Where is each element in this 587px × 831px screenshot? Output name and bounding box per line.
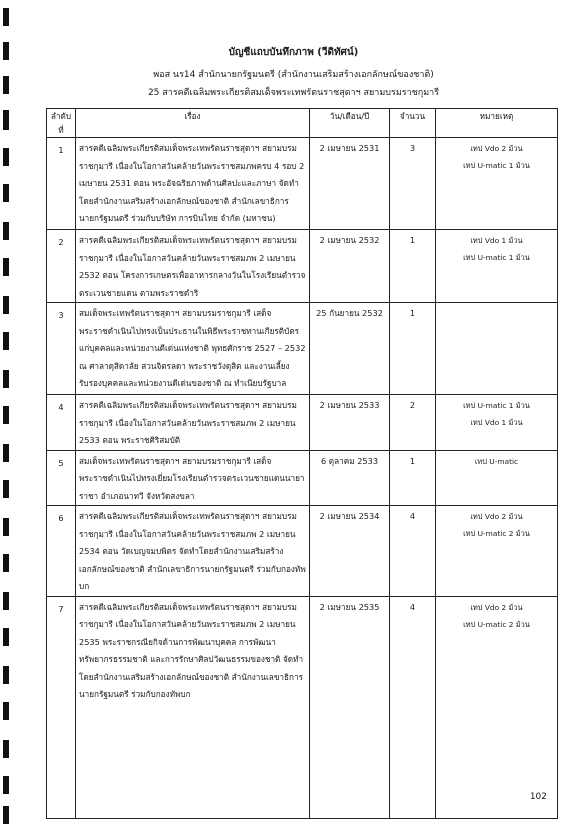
binder-mark: [3, 740, 9, 758]
column-header-subject: เรื่อง: [76, 109, 310, 138]
remark-line: เทป U-matic 1 ม้วน: [463, 253, 530, 262]
row-remarks: [436, 450, 558, 506]
row-remarks: [436, 506, 558, 597]
binder-mark: [3, 702, 9, 720]
remark-line: เทป Vdo 1 ม้วน: [470, 236, 523, 245]
remark-line: เทป Vdo 2 ม้วน: [470, 144, 523, 153]
remark-line: เทป U-matic 2 ม้วน: [463, 619, 530, 629]
table-row: [47, 596, 558, 818]
binder-mark: [3, 148, 9, 166]
binder-mark: [3, 406, 9, 424]
row-quantity: 4: [390, 596, 436, 818]
row-date: 2 เมษายน 2533: [310, 395, 390, 451]
column-header-no: ลำดับที่: [47, 109, 76, 138]
binder-mark: [3, 296, 9, 314]
binder-mark: [3, 8, 9, 26]
remark-line: เทป U-matic 1 ม้วน: [463, 161, 530, 170]
row-subject: สารคดีเฉลิมพระเกียรติสมเด็จพระเทพรัตนราชสุดาฯ สยามบรมราชกุมารี เนื่องในโอกาสวันคล้ายวันพระราชสมภพ 2 เมษายน 2533 ตอน พระราชศิริสมบัติ: [76, 395, 310, 451]
remark-line: เทป Vdo 1 ม้วน: [470, 418, 523, 427]
row-quantity: 1: [390, 303, 436, 395]
table-header-row: [47, 109, 558, 138]
binder-mark: [3, 806, 9, 824]
table-row: [47, 230, 558, 303]
row-date: 2 เมษายน 2531: [310, 138, 390, 230]
catalog-table: [46, 108, 558, 819]
remark-line: เทป U-matic 2 ม้วน: [463, 529, 530, 538]
binder-mark: [3, 222, 9, 240]
column-header-date: วัน/เดือน/ปี: [310, 109, 390, 138]
table-row: [47, 138, 558, 230]
row-subject: สารคดีเฉลิมพระเกียรติสมเด็จพระเทพรัตนราชสุดาฯ สยามบรมราชกุมารี เนื่องในโอกาสวันคล้ายวันพระราชสมภพ 2 เมษายน 2532 ตอน โครงการเกษตรเพื่ออาหารกลางวันในโรงเรียนตำรวจตระเวนชายแดน ตามพระราชดำริ: [76, 230, 310, 303]
row-number: 2: [47, 230, 76, 303]
binder-mark: [3, 518, 9, 536]
binder-mark: [3, 110, 9, 130]
row-quantity: 4: [390, 506, 436, 597]
row-date: 6 ตุลาคม 2533: [310, 450, 390, 506]
table-row: [47, 450, 558, 506]
row-quantity: 3: [390, 138, 436, 230]
column-header-remarks: หมายเหตุ: [436, 109, 558, 138]
remark-line: เทป Vdo 2 ม้วน: [470, 602, 523, 612]
remark-line: เทป U-matic: [474, 456, 519, 466]
binder-mark: [3, 370, 9, 388]
row-date: 2 เมษายน 2532: [310, 230, 390, 303]
row-date: 2 เมษายน 2534: [310, 506, 390, 597]
binder-mark: [3, 480, 9, 498]
row-remarks: [436, 230, 558, 303]
binder-mark: [3, 776, 9, 794]
table-row: [47, 303, 558, 395]
binder-mark: [3, 332, 9, 350]
row-number: 3: [47, 303, 76, 395]
row-number: 5: [47, 450, 76, 506]
row-remarks: [436, 303, 558, 395]
row-subject: สมเด็จพระเทพรัตนราชสุดาฯ สยามบรมราชกุมารี เสด็จพระราชดำเนินไปทรงเป็นประธานในพิธีพระราชทานเกียรติบัตรแก่บุคคลและหน่วยงานดีเด่นแห่งชาติ พุทธศักราช 2527 – 2532 ณ ศาลาดุสิดาลัย สวนจิตรลดา พระราชวังดุสิต และงานเลี้ยงรับรองบุคคลและหน่วยงานดีเด่นของชาติ ณ ทำเนียบรัฐบาล: [76, 303, 310, 395]
row-subject: สารคดีเฉลิมพระเกียรติสมเด็จพระเทพรัตนราชสุดาฯ สยามบรมราชกุมารี เนื่องในโอกาสวันคล้ายวันพระราชสมภพ 2 เมษายน 2535 พระราชกรณียกิจด้านการพัฒนาบุคคล การพัฒนาทรัพยากรธรรมชาติ และการรักษาศิลปวัฒนธรรมของชาติ จัดทำโดยสำนักงานเสริมสร้างเอกลักษณ์ของชาติ สำนักงานเลขาธิการนายกรัฐมนตรี ร่วมกับกองทัพบก: [76, 596, 310, 818]
row-date: 25 กันยายน 2532: [310, 303, 390, 395]
row-subject: สารคดีเฉลิมพระเกียรติสมเด็จพระเทพรัตนราชสุดาฯ สยามบรมราชกุมารี เนื่องในโอกาสวันคล้ายวันพระราชสมภพครบ 4 รอบ 2 เมษายน 2531 ตอน พระอัจฉริยภาพด้านศิลปะและภาษา จัดทำโดยสำนักงานเสริมสร้างเอกลักษณ์ของชาติ สำนักเลขาธิการนายกรัฐมนตรี ร่วมกับบริษัท การบินไทย จำกัด (มหาชน): [76, 138, 310, 230]
row-subject: สารคดีเฉลิมพระเกียรติสมเด็จพระเทพรัตนราชสุดาฯ สยามบรมราชกุมารี เนื่องในโอกาสวันคล้ายวันพระราชสมภพ 2 เมษายน 2534 ตอน วัดเบญจมบพิตร จัดทำโดยสำนักงานเสริมสร้างเอกลักษณ์ของชาติ สำนักเลขาธิการนายกรัฐมนตรี ร่วมกับกองทัพบก: [76, 506, 310, 597]
series-line: 25 สารคดีเฉลิมพระเกียรติสมเด็จพระเทพรัตนราชสุดาฯ สยามบรมราชกุมารี: [147, 88, 440, 98]
table-row: [47, 506, 558, 597]
binder-mark: [3, 666, 9, 684]
row-quantity: 1: [390, 450, 436, 506]
collection-line: พอส นร14 สำนักนายกรัฐมนตรี (สำนักงานเสริมสร้างเอกลักษณ์ของชาติ): [153, 70, 434, 80]
binder-mark: [3, 628, 9, 646]
row-number: 6: [47, 506, 76, 597]
row-quantity: 1: [390, 230, 436, 303]
row-remarks: [436, 395, 558, 451]
row-number: 4: [47, 395, 76, 451]
binder-mark: [3, 554, 9, 572]
column-header-quantity: จำนวน: [390, 109, 436, 138]
row-date: 2 เมษายน 2535: [310, 596, 390, 818]
table-row: [47, 395, 558, 451]
binder-mark: [3, 184, 9, 202]
remark-line: เทป Vdo 2 ม้วน: [470, 512, 523, 521]
binder-mark: [3, 258, 9, 276]
row-remarks: [436, 138, 558, 230]
binder-mark: [3, 444, 9, 462]
document-title: บัญชีแถบบันทึกภาพ (วีดิทัศน์): [228, 47, 359, 58]
row-number: 1: [47, 138, 76, 230]
page-number: 102: [529, 792, 547, 802]
row-number: 7: [47, 596, 76, 818]
remark-line: เทป U-matic 1 ม้วน: [463, 401, 530, 410]
row-quantity: 2: [390, 395, 436, 451]
row-subject: สมเด็จพระเทพรัตนราชสุดาฯ สยามบรมราชกุมารี เสด็จพระราชดำเนินไปทรงเยี่ยมโรงเรียนตำรวจตระเวนชายแดนนายาราชา อำเภอนาทวี จังหวัดสงขลา: [76, 450, 310, 506]
binder-mark: [3, 592, 9, 610]
row-remarks: [436, 596, 558, 818]
